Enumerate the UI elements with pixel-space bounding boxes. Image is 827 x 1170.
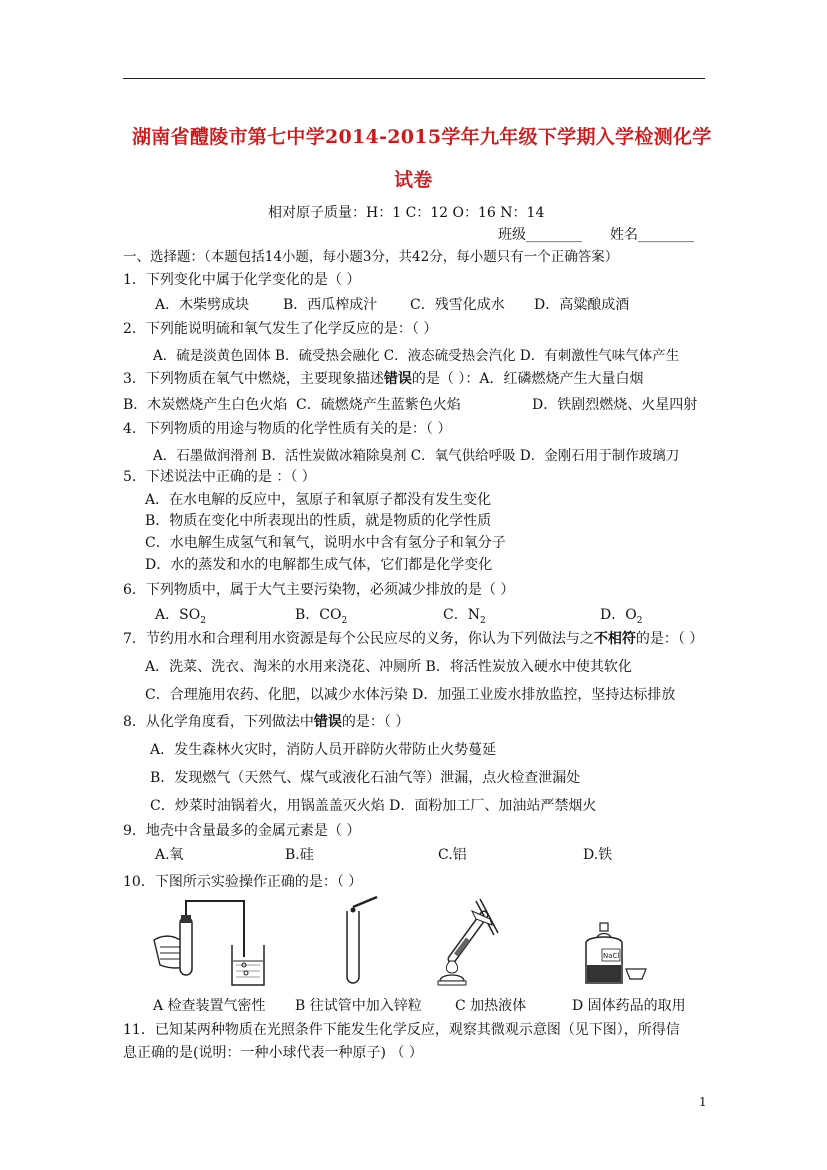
header-rule: [123, 78, 705, 79]
atomic-mass-line: 相对原子质量：H：1 C：12 O：16 N：14: [268, 205, 545, 221]
question-9-stem: 9．地壳中含量最多的金属元素是（ ）: [123, 823, 361, 839]
question-11-line-2: 息正确的是(说明：一种小球代表一种原子) （ ）: [123, 1045, 423, 1061]
figure-c-heating-liquid: [432, 895, 522, 990]
question-1-option-b: B．西瓜榨成汁: [283, 297, 378, 313]
question-2-stem: 2．下列能说明硫和氧气发生了化学反应的是：（ ）: [123, 321, 438, 337]
question-6-option-b: B．$CO_2$: [295, 607, 348, 626]
figure-d-solid-reagent: [582, 895, 652, 990]
question-8-option-b: B．发现燃气（天然气、煤气或液化石油气等）泄漏，点火检查泄漏处: [150, 770, 581, 786]
question-10-caption-d: D 固体药品的取用: [572, 998, 686, 1014]
question-3-option-b: B．木炭燃烧产生白色火焰: [123, 397, 288, 413]
question-4-stem: 4．下列物质的用途与物质的化学性质有关的是：（ ）: [123, 421, 452, 437]
question-5-option-a: A．在水电解的反应中，氢原子和氧原子都没有发生变化: [145, 492, 492, 508]
figure-a-airtightness-check: [152, 895, 272, 990]
question-5-option-d: D．水的蒸发和水的电解都生成气体，它们都是化学变化: [145, 557, 493, 573]
name-field: 姓名________: [610, 227, 694, 243]
emphasis-wrong: 错误: [383, 371, 412, 387]
question-6-option-c: C．$N_2$: [443, 607, 486, 626]
question-9-option-d: D.铁: [583, 847, 613, 863]
question-5-option-c: C．水电解生成氢气和氧气，说明水中含有氢分子和氧分子: [145, 535, 506, 551]
question-11-line-1: 11．已知某两种物质在光照条件下能发生化学反应，观察其微观示意图（见下图），所得信: [123, 1022, 680, 1038]
question-5-option-b: B．物质在变化中所表现出的性质，就是物质的化学性质: [145, 513, 492, 529]
page-number: 1: [699, 1095, 707, 1109]
question-4-options: A．石墨做润滑剂 B．活性炭做冰箱除臭剂 C．氧气供给呼吸 D．金刚石用于制作玻璃刀: [153, 448, 680, 464]
question-8-stem: 8．从化学角度看，下列做法中错误的是：（ ）: [123, 714, 410, 730]
question-7-stem: 7．节约用水和合理利用水资源是每个公民应尽的义务，你认为下列做法与之不相符的是：（ ）: [123, 631, 704, 647]
emphasis-wrong: 错误: [313, 714, 342, 730]
figure-b-adding-zinc: [325, 895, 395, 990]
question-3-option-d: D．铁剧烈燃烧、火星四射: [532, 397, 698, 413]
question-10-stem: 10．下图所示实验操作正确的是：（ ）: [123, 874, 363, 890]
question-6-stem: 6．下列物质中，属于大气主要污染物，必须减少排放的是（ ）: [123, 582, 515, 598]
question-3-option-c: C．硫燃烧产生蓝紫色火焰: [296, 397, 461, 413]
question-6-option-d: D．$O_2$: [600, 607, 643, 626]
class-field: 班级________: [498, 227, 582, 243]
section-heading: 一、选择题：（本题包括14小题，每小题3分，共42分，每小题只有一个正确答案）: [123, 249, 619, 265]
question-10-caption-b: B 往试管中加入锌粒: [295, 998, 422, 1014]
question-10-caption-c: C 加热液体: [455, 998, 527, 1014]
question-1-option-c: C．残雪化成水: [410, 297, 505, 313]
question-9-option-a: A.氧: [155, 847, 184, 863]
question-6-option-a: A．$SO_2$: [155, 607, 206, 626]
question-8-option-a: A．发生森林火灾时，消防人员开辟防火带防止火势蔓延: [150, 742, 497, 758]
emphasis-not-consistent: 不相符: [593, 631, 636, 647]
question-10-caption-a: A 检查装置气密性: [153, 998, 266, 1014]
question-9-option-c: C.铝: [438, 847, 467, 863]
question-8-options-cd: C．炒菜时油锅着火，用锅盖盖灭火焰 D．面粉加工厂、加油站严禁烟火: [150, 798, 597, 814]
question-1-option-a: A．木柴劈成块: [155, 297, 250, 313]
question-7-options-cd: C．合理施用农药、化肥，以减少水体污染 D．加强工业废水排放监控，坚持达标排放: [145, 687, 676, 703]
question-5-stem: 5．下述说法中正确的是 ：（ ）: [123, 469, 316, 485]
question-1-option-d: D．高粱酿成酒: [534, 297, 630, 313]
question-7-options-ab: A．洗菜、洗衣、淘米的水用来浇花、冲厕所 B．将活性炭放入硬水中使其软化: [145, 659, 632, 675]
title-line-1: 湖南省醴陵市第七中学2014-2015学年九年级下学期入学检测化学: [132, 126, 712, 148]
nacl-bottle-label: NaCl: [603, 952, 620, 960]
question-2-options: A．硫是淡黄色固体 B．硫受热会融化 C．液态硫受热会汽化 D．有刺激性气味气体产生: [153, 348, 680, 364]
question-9-option-b: B.硅: [285, 847, 314, 863]
question-3-stem: 3．下列物质在氧气中燃烧，主要现象描述错误的是（ ）：A．红磷燃烧产生大量白烟: [123, 371, 644, 387]
title-line-2: 试卷: [394, 169, 433, 191]
question-1-stem: 1．下列变化中属于化学变化的是（ ）: [123, 272, 361, 288]
